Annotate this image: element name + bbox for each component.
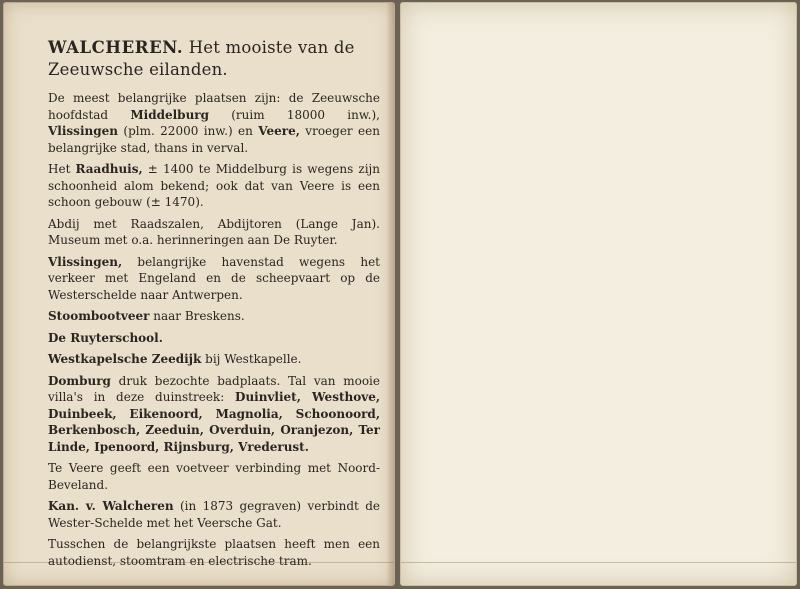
paragraph	[48, 460, 380, 493]
text-run: ± 1400 te Middelburg is wegens zijn schoonheid alom bekend; ook dat van Veere is een schoon gebouw (± 1470).	[48, 162, 381, 209]
subtitle: Het mooiste van de Zeeuwsche eilanden.	[48, 38, 355, 79]
bold-run: Duinvliet, Westhove, Duinbeek, Eikenoord, Magnolia, Schoonoord, Berkenbosch, Zeeduin, Overduin, Oranjezon, Ter Linde, Ipenoord, Rijnsburg, Vrederust.	[48, 390, 381, 454]
spine-shadow	[386, 3, 394, 585]
bold-run: De Ruyterschool.	[48, 330, 163, 345]
text-run: Abdij met Raadszalen, Abdijtoren (Lange Jan). Museum met o.a. herinneringen aan De Ruyter.	[48, 216, 380, 247]
left-page	[3, 2, 395, 586]
bold-run: Vlissingen	[48, 124, 118, 138]
paragraph	[48, 351, 380, 368]
text-run: vroeger een belangrijke stad, thans in verval.	[48, 124, 380, 155]
paragraph	[48, 308, 380, 325]
right-page	[400, 2, 797, 586]
text-run: naar Breskens.	[149, 309, 245, 323]
title-word: WALCHEREN.	[48, 38, 184, 57]
paragraph	[48, 216, 380, 249]
paragraph	[48, 161, 380, 211]
text-run: (plm. 22000 inw.) en	[117, 124, 259, 138]
paragraph	[48, 498, 380, 531]
text-run: druk bezochte badplaats. Tal van mooie villa's in deze duinstreek:	[48, 373, 380, 404]
bold-run: Domburg	[48, 373, 111, 388]
text-run: Te Veere geeft een voetveer verbinding met Noord-Beveland.	[48, 461, 380, 492]
bold-run: Westkapelsche Zeedijk	[48, 352, 202, 366]
paragraph	[48, 373, 380, 456]
page-title	[48, 37, 380, 81]
bold-run: Kan. v. Walcheren	[48, 499, 174, 513]
paragraph-list	[48, 90, 380, 569]
paragraph	[48, 254, 380, 304]
bold-run: Veere,	[258, 124, 300, 138]
text-run: bij Westkapelle.	[201, 352, 302, 366]
text-run: belangrijke havenstad wegens het verkeer met Engeland en de scheepvaart op de Westerschelde naar Antwerpen.	[48, 254, 380, 302]
bold-run: Raadhuis,	[75, 162, 143, 176]
bold-run: Middelburg	[130, 107, 210, 122]
text-run: (in 1873 gegraven) verbindt de Wester-Schelde met het Veersche Gat.	[48, 499, 380, 530]
text-run: (ruim 18000 inw.),	[209, 107, 380, 122]
paragraph	[48, 536, 380, 569]
text-run: Tusschen de belangrijkste plaatsen heeft men een autodienst, stoomtram en electrische tram.	[48, 537, 380, 568]
text-run: Het	[48, 162, 76, 176]
bold-run: Stoombootveer	[48, 309, 150, 323]
bold-run: Vlissingen,	[48, 254, 123, 269]
left-page-content	[48, 37, 380, 574]
paragraph	[48, 90, 380, 156]
paragraph	[48, 330, 380, 347]
text-run: De meest belangrijke plaatsen zijn: de Zeeuwsche hoofdstad	[48, 91, 380, 122]
fold-line-right	[401, 562, 796, 563]
